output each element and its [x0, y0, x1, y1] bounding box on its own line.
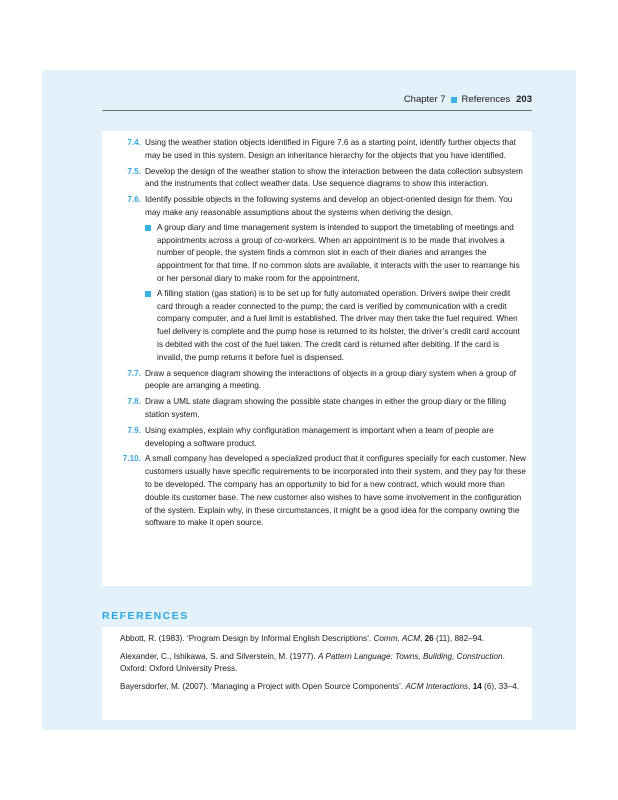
exercise-item	[102, 425, 526, 451]
chapter-label: Chapter 7	[403, 94, 446, 105]
exercise-text: Using the weather station objects identified in Figure 7.6 as a starting point, identify further objects that may be used in this system. Design an inheritance hierarchy for the objects that you have identified.	[145, 138, 516, 160]
exercise-number: 7.7.	[127, 368, 141, 378]
square-bullet-icon	[451, 97, 457, 103]
exercise-bullet-text: A filling station (gas station) is to be set up for fully automated operation. Drivers swipe their credit card through a reader connected to the pump; the card is verified by communication with a credit company computer, and a fuel limit is established. The driver may then take the fuel required. When fuel delivery is complete and the pump hose is returned to its holster, the driver’s credit card account is debited with the cost of the fuel taken. The credit card is returned after debiting. If the card is invalid, the pump returns it before fuel is dispensed.	[157, 288, 520, 362]
exercise-item	[102, 166, 526, 192]
reference-details: (6), 33–4.	[481, 681, 520, 691]
reference-volume: 14	[472, 681, 482, 691]
square-bullet-icon	[145, 225, 151, 231]
references-heading: REFERENCES	[102, 610, 189, 622]
exercise-number: 7.8.	[127, 397, 141, 407]
reference-list	[102, 627, 532, 693]
exercise-item	[102, 368, 526, 394]
reference-item	[120, 681, 526, 694]
reference-authors: Abbott, R. (1983). ‘Program Design by Informal English Descriptions’.	[120, 634, 374, 643]
section-label: References	[461, 94, 511, 105]
square-bullet-icon	[145, 291, 151, 297]
exercises-panel	[102, 131, 532, 586]
reference-source: A Pattern Language: Towns, Building, Construction	[317, 651, 503, 661]
exercise-number: 7.5.	[127, 166, 141, 176]
exercise-number: 7.9.	[127, 425, 141, 435]
reference-item	[120, 633, 526, 646]
exercise-bullet-text: A group diary and time management system is intended to support the timetabling of meetings and appointments across a group of co-workers. When an appointment is to be made that involves a number of people, the system finds a common slot in each of their diaries and arranges the appointment for that time. If no common slots are available, it interacts with the user to rearrange his or her personal diary to make room for the appointment.	[157, 222, 520, 283]
exercise-text: Identify possible objects in the following systems and develop an object-oriented design for them. You may make any reasonable assumptions about the systems when deriving the design.	[145, 195, 513, 217]
exercise-bullet	[145, 288, 526, 365]
exercise-text: Develop the design of the weather station to show the interaction between the data collection subsystem and the instruments that collect weather data. Use sequence diagrams to show this interaction.	[145, 166, 523, 189]
exercise-text: Draw a UML state diagram showing the possible state changes in either the group diary or the filling station system.	[145, 397, 507, 419]
exercise-item	[102, 453, 526, 530]
reference-authors: Bayersdorfer, M. (2007). ‘Managing a Project with Open Source Components’.	[120, 681, 406, 691]
reference-details: . Oxford: Oxford University Press.	[120, 651, 505, 674]
reference-details: (11), 882–94.	[433, 634, 485, 643]
exercise-text: Draw a sequence diagram showing the interactions of objects in a group diary system when a group of people are arranging a meeting.	[145, 368, 516, 391]
exercise-item	[102, 137, 526, 163]
reference-item	[120, 651, 526, 676]
exercise-number: 7.4.	[127, 138, 141, 147]
exercise-bullet	[145, 222, 526, 286]
exercise-item	[102, 194, 526, 364]
exercise-list	[102, 131, 532, 530]
reference-source: ACM Interactions	[405, 681, 469, 691]
exercise-item	[102, 396, 526, 422]
reference-volume: 26	[424, 634, 434, 643]
exercise-bullet-list	[145, 222, 526, 365]
reference-source: Comm. ACM	[373, 634, 421, 643]
reference-separator: ,	[420, 634, 425, 643]
reference-separator: ,	[468, 681, 473, 691]
exercise-number: 7.6.	[127, 195, 141, 205]
exercise-number: 7.10.	[122, 454, 141, 464]
references-panel	[102, 627, 532, 720]
reference-authors: Alexander, C., Ishikawa, S. and Silverstein, M. (1977).	[120, 651, 318, 661]
running-header	[102, 94, 532, 111]
exercise-text: Using examples, explain why configuration management is important when a team of people are developing a software product.	[145, 425, 494, 448]
exercise-text: A small company has developed a specialized product that it configures specially for each customer. New customers usually have specific requirements to be incorporated into their system, and they pay for these to be developed. The company has an opportunity to bid for a new contract, which would more than double its customer base. The new customer also wishes to have some involvement in the configuration of the system. Explain why, in these circumstances, it might be a good idea for the company owning the software to make it open source.	[145, 454, 526, 528]
page-number: 203	[516, 94, 532, 105]
